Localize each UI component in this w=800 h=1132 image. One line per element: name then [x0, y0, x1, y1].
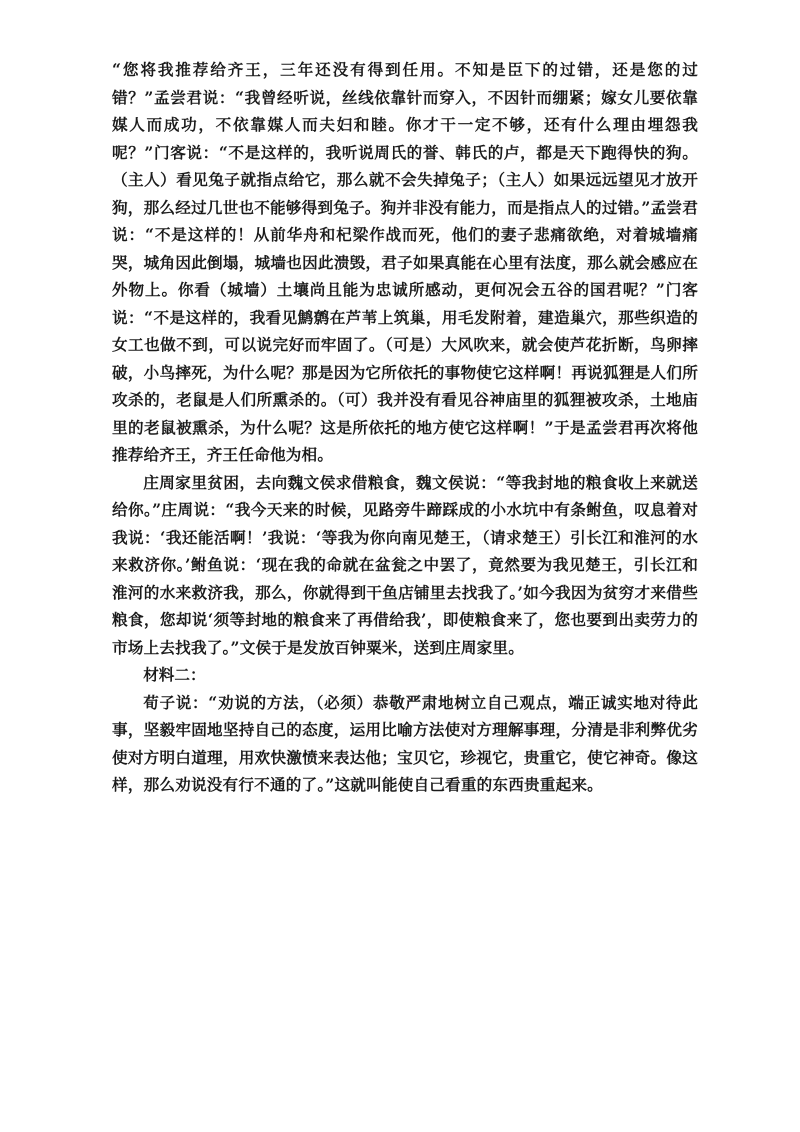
- document-page: [112, 56, 698, 799]
- paragraph-zhuangzhou: 庄周家里贫困，去向魏文侯求借粮食，魏文侯说：“等我封地的粮食收上来就送给你。”庄周说：“我今天来的时候，见路旁牛蹄踩成的小水坑中有条鲋鱼，叹息着对我说：‘我还能活啊！’我说：‘等我为你向南见楚王，（请求楚王）引长江和淮河的水来救济你。’鲋鱼说：‘现在我的命就在盆瓮之中罢了，竟然要为我见楚王，引长江和淮河的水来救济我，那么，你就得到干鱼店铺里去找我了。’如今我因为贫穷才来借些粮食，您却说‘须等封地的粮食来了再借给我’，即使粮食来了，您也要到出卖劳力的市场上去找我了。”文侯于是发放百钟粟米，送到庄周家里。: [112, 472, 698, 657]
- section-label-material-two: 材料二：: [143, 665, 206, 684]
- paragraph-mengchangjun: “您将我推荐给齐王，三年还没有得到任用。不知是臣下的过错，还是您的过错？”孟尝君说：“我曾经听说，丝线依靠针而穿入，不因针而绷紧；嫁女儿要依靠媒人而成功，不依靠媒人而夫妇和睦。你才干一定不够，还有什么理由埋怨我呢？”门客说：“不是这样的，我听说周氏的誉、韩氏的卢，都是天下跑得快的狗。（主人）看见兔子就指点给它，那么就不会失掉兔子；（主人）如果远远望见才放开狗，那么经过几世也不能够得到兔子。狗并非没有能力，而是指点人的过错。”孟尝君说：“不是这样的！从前华舟和杞梁作战而死，他们的妻子悲痛欲绝，对着城墙痛哭，城角因此倒塌，城墙也因此溃毁，君子如果真能在心里有法度，那么就会感应在外物上。你看（城墙）土壤尚且能为忠诚所感动，更何况会五谷的国君呢？”门客说：“不是这样的，我看见鹪鹩在芦苇上筑巢，用毛发附着，建造巢穴，那些织造的女工也做不到，可以说完好而牢固了。（可是）大风吹来，就会使芦花折断，鸟卵摔破，小鸟摔死，为什么呢？那是因为它所依托的事物使它这样啊！再说狐狸是人们所攻杀的，老鼠是人们所熏杀的。（可）我并没有看见谷神庙里的狐狸被攻杀，土地庙里的老鼠被熏杀，为什么呢？这是所依托的地方使它这样啊！”于是孟尝君再次将他推荐给齐王，齐王任命他为相。: [112, 60, 698, 464]
- paragraph-xunzi: 荀子说：“劝说的方法，（必须）恭敬严肃地树立自己观点，端正诚实地对待此事，坚毅牢固地坚持自己的态度，运用比喻方法使对方理解事理，分清是非利弊优劣使对方明白道理，用欢快激愤来表达他；宝贝它，珍视它，贵重它，使它神奇。像这样，那么劝说没有行不通的了。”这就叫能使自己看重的东西贵重起来。: [112, 692, 698, 794]
